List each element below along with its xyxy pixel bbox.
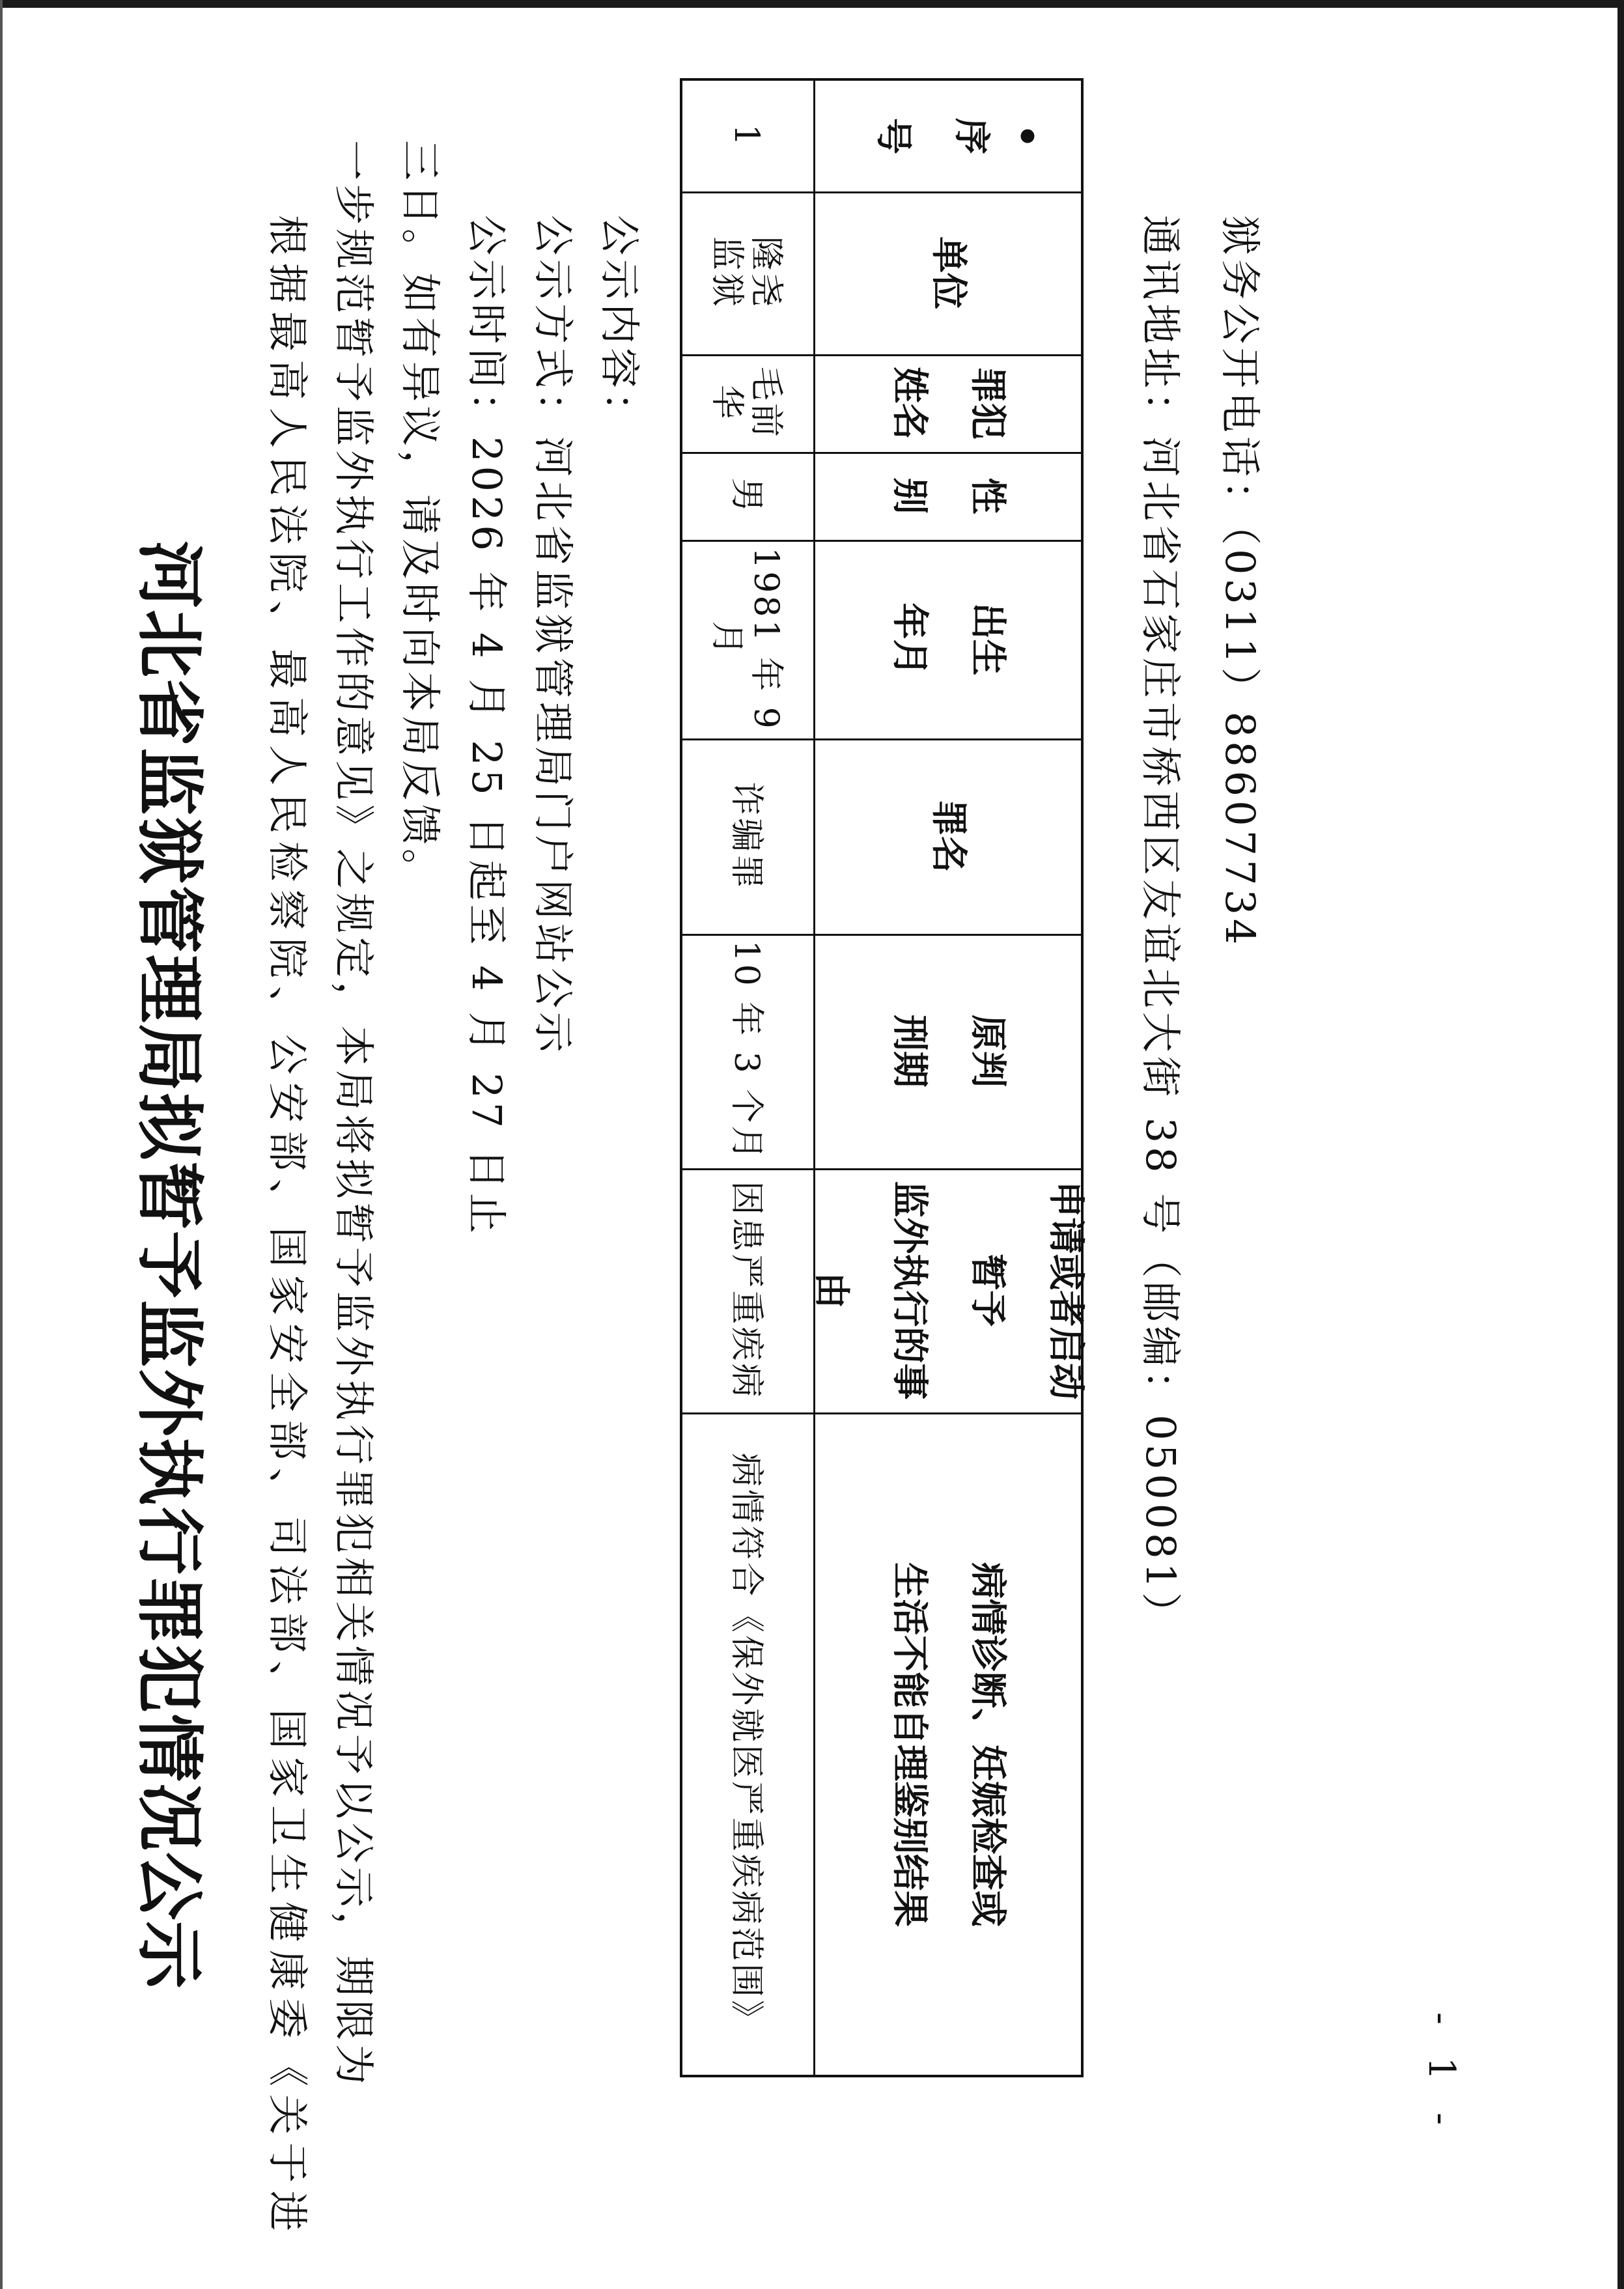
header-sentence-line-2: 刑期: [888, 1015, 931, 1088]
header-seq-line-1: 序: [950, 118, 992, 154]
row-name: [680, 354, 813, 452]
row-unit-line-1: 隆尧: [746, 236, 786, 309]
header-basis-line-1: 病情诊断、妊娠检查或: [966, 1562, 1009, 1927]
contact-phone: 狱务公开电话：（0311）88607734: [1216, 215, 1264, 949]
header-seq-line-2: 号: [872, 118, 914, 154]
contact-address: 通讯地址：河北省石家庄市桥西区友谊北大街 38 号（邮编：050081）: [1137, 215, 1184, 1636]
row-seq: [680, 81, 813, 191]
row-reason: [680, 1168, 813, 1412]
header-reason-line-2: 监外执行的事由: [810, 1181, 931, 1400]
body-paragraph-line-1: 根据最高人民法院、最高人民检察院、公安部、国家安全部、司法部、国家卫生健康委《关于进: [264, 215, 311, 2240]
row-basis-text: 病情符合《保外就医严重疾病范围》: [727, 1452, 766, 2036]
header-crime-text: 罪名: [927, 800, 970, 873]
row-reason-text: 因患严重疾病: [727, 1181, 766, 1400]
header-birth-line-2: 年月: [888, 602, 931, 676]
row-seq-text: 1: [727, 124, 766, 148]
header-sentence: [815, 934, 1081, 1168]
header-name-line-1: 罪犯: [966, 367, 1009, 440]
header-basis-line-2: 生活不能自理鉴别结果: [888, 1562, 931, 1927]
bullet-mark: •: [1003, 123, 1049, 149]
row-unit-line-2: 监狱: [707, 236, 747, 309]
header-name: [815, 354, 1081, 452]
body-paragraph-line-3: 三日。如有异议，请及时向本局反馈。: [397, 140, 444, 893]
header-crime: [815, 738, 1081, 934]
row-birth-text: 1981 年 9 月: [707, 547, 786, 731]
header-unit: [815, 191, 1081, 354]
header-seq: [815, 81, 1081, 191]
row-gender: [680, 452, 813, 540]
row-unit: [680, 191, 813, 354]
row-gender-text: 男: [727, 477, 766, 514]
notice-period: 公示时间：2026 年 4 月 25 日起至 4 月 27 日止: [463, 215, 511, 1237]
row-crime: [680, 738, 813, 934]
header-birth: [815, 540, 1081, 738]
header-reason-line-1: 申请或者启动暂予: [966, 1181, 1087, 1400]
header-birth-line-1: 出生: [966, 602, 1009, 676]
row-sentence-text: 10 年 3 个月: [727, 940, 766, 1162]
header-basis: [815, 1412, 1081, 2077]
header-gender-line-2: 别: [888, 477, 931, 514]
header-name-line-2: 姓名: [888, 367, 931, 440]
header-sentence-line-1: 原判: [966, 1015, 1009, 1088]
header-gender: [815, 452, 1081, 540]
header-unit-text: 单位: [927, 236, 970, 309]
header-reason: [810, 1168, 1087, 1412]
header-gender-line-1: 性: [966, 477, 1009, 514]
row-crime-text: 诈骗罪: [727, 781, 766, 891]
notice-content-label: 公示内容：: [596, 215, 643, 437]
row-birth: [680, 540, 813, 738]
row-sentence: [680, 934, 813, 1168]
row-name-text: 毛前华: [707, 366, 786, 440]
notice-method: 公示方式：河北省监狱管理局门户网站公示: [529, 215, 577, 1057]
page-number: - 1 -: [1420, 2012, 1463, 2136]
row-basis: [680, 1412, 813, 2077]
body-paragraph-line-2: 一步规范暂予监外执行工作的意见》之规定，本局将拟暂予监外执行罪犯相关情况予以公示，期限为: [330, 140, 378, 2089]
inmate-table: [680, 78, 1087, 2077]
document-title: 河北省监狱管理局拟暂予监外执行罪犯情况公示: [130, 541, 209, 1991]
